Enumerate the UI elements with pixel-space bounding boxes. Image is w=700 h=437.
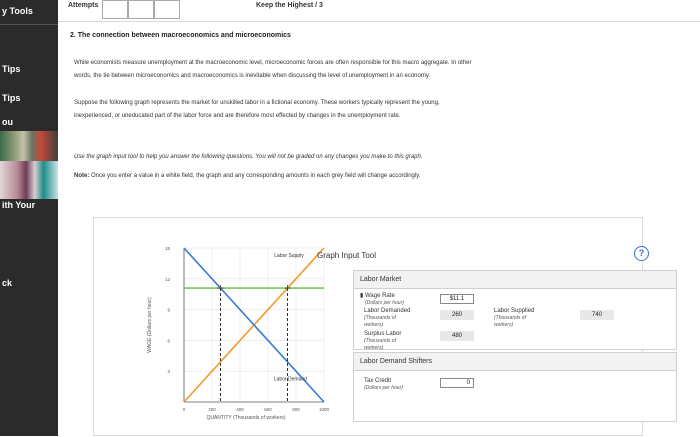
x-tick-label: 1000: [318, 407, 330, 412]
paragraph-2-line-1: Suppose the following graph represents the market for unskilled labor in a fictional economy. These workers typically represent the young,: [74, 100, 440, 106]
labor-demanded-label: [364, 308, 410, 329]
drag-handle-icon: ▮: [360, 293, 364, 299]
wage-rate-label: [360, 293, 404, 307]
sidebar-item-ck[interactable]: ck: [2, 278, 13, 288]
paragraph-1-line-1: While economists measure unemployment at the macroeconomic level, microeconomic forces are often responsible for this macro aggregate. In other: [74, 60, 472, 66]
labor-supply-label: Labor Supply: [274, 253, 304, 260]
labor-supplied-label: [494, 308, 534, 329]
labor-supplied-unit-2: workers): [494, 322, 514, 328]
top-bar: [58, 0, 700, 22]
labor-supplied-value: 740: [580, 310, 614, 320]
x-tick-label: 800: [292, 407, 300, 412]
labor-demand-shifters-panel: [353, 352, 677, 422]
wage-rate-unit: (Dollars per hour): [365, 300, 404, 306]
attempt-box-3: [154, 0, 180, 19]
help-button[interactable]: ?: [634, 246, 649, 261]
paragraph-1-line-2: words, the tie between microeconomics and macroeconomics is inevitable when discussing the level of unemployment in an economy.: [74, 73, 431, 79]
sidebar-thumbnail-image-2[interactable]: [0, 161, 58, 199]
section-title: 2. The connection between macroeconomics and microeconomics: [70, 32, 291, 39]
x-tick-label: 200: [208, 407, 216, 412]
surplus-labor-unit-2: workers): [364, 345, 384, 351]
attempt-box-1: [102, 0, 128, 19]
x-tick-label: 0: [182, 407, 186, 412]
sidebar-item-ou[interactable]: ou: [2, 117, 13, 127]
note-line: [74, 173, 420, 179]
graph-card: [93, 217, 643, 436]
x-axis-label: QUANTITY (Thousands of workers): [206, 415, 286, 421]
labor-demand-label: Labor Demand: [273, 376, 307, 383]
y-tick-label: 3: [167, 369, 170, 375]
note-text: Once you enter a value in a white field, the graph and any corresponding amounts in each grey field will change accordingly.: [89, 173, 421, 179]
labor-demanded-text: Labor Demanded: [364, 308, 411, 314]
attempt-box-2: [128, 0, 154, 19]
x-tick-label: 600: [264, 407, 272, 412]
labor-market-header: Labor Market: [354, 271, 676, 289]
y-tick-label: 12: [164, 276, 170, 282]
wage-rate-input[interactable]: $11.1: [440, 294, 474, 304]
sidebar-item-with-your[interactable]: ith Your: [2, 200, 36, 210]
sidebar-tools-label[interactable]: y Tools: [2, 6, 33, 16]
y-tick-label: 15: [164, 246, 170, 251]
tax-credit-label: [364, 378, 403, 392]
sidebar-divider: [0, 24, 58, 25]
question-content: [58, 22, 700, 436]
wage-rate-text: Wage Rate: [364, 293, 395, 299]
surplus-labor-value: 480: [440, 331, 474, 341]
graph-input-tool-title: Graph Input Tool: [317, 251, 377, 260]
tax-credit-text: Tax Credit: [364, 378, 392, 384]
sidebar-item-tips-1[interactable]: Tips: [2, 64, 21, 74]
labor-supplied-text: Labor Supplied: [494, 308, 535, 314]
y-axis-label: WAGE (Dollars per hour): [147, 297, 153, 353]
y-tick-label: 6: [167, 338, 170, 344]
tax-credit-input[interactable]: 0: [440, 378, 474, 388]
labor-demanded-unit-1: (Thousands of: [364, 315, 396, 321]
paragraph-1: [74, 57, 646, 83]
labor-demanded-value: 260: [440, 310, 474, 320]
labor-supplied-unit-1: (Thousands of: [494, 315, 526, 321]
tax-credit-unit: (Dollars per hour): [364, 385, 403, 391]
labor-demanded-unit-2: workers): [364, 322, 384, 328]
sidebar-item-tips-2[interactable]: Tips: [2, 93, 21, 103]
surplus-labor-label: [364, 331, 401, 352]
surplus-labor-unit-1: (Thousands of: [364, 338, 396, 344]
labor-market-panel: [353, 270, 677, 350]
attempts-label: Attempts: [68, 2, 99, 9]
labor-market-chart[interactable]: [94, 218, 330, 437]
x-tick-label: 400: [236, 407, 244, 412]
y-tick-label: 9: [167, 307, 170, 313]
left-sidebar: [0, 0, 58, 436]
paragraph-2: [74, 97, 646, 123]
keep-highest-label: Keep the Highest / 3: [256, 2, 323, 9]
surplus-labor-text: Surplus Labor: [364, 331, 402, 337]
graph-instruction: Use the graph input tool to help you answer the following questions. You will not be graded on any changes you make to this graph.: [74, 154, 423, 160]
paragraph-2-line-2: inexperienced, or uneducated part of the labor force and are therefore most effected by changes in the unemployment rate.: [74, 113, 401, 119]
sidebar-thumbnail-image[interactable]: [0, 131, 58, 161]
note-label: Note:: [74, 173, 90, 179]
labor-demand-shifters-header: Labor Demand Shifters: [354, 353, 676, 371]
